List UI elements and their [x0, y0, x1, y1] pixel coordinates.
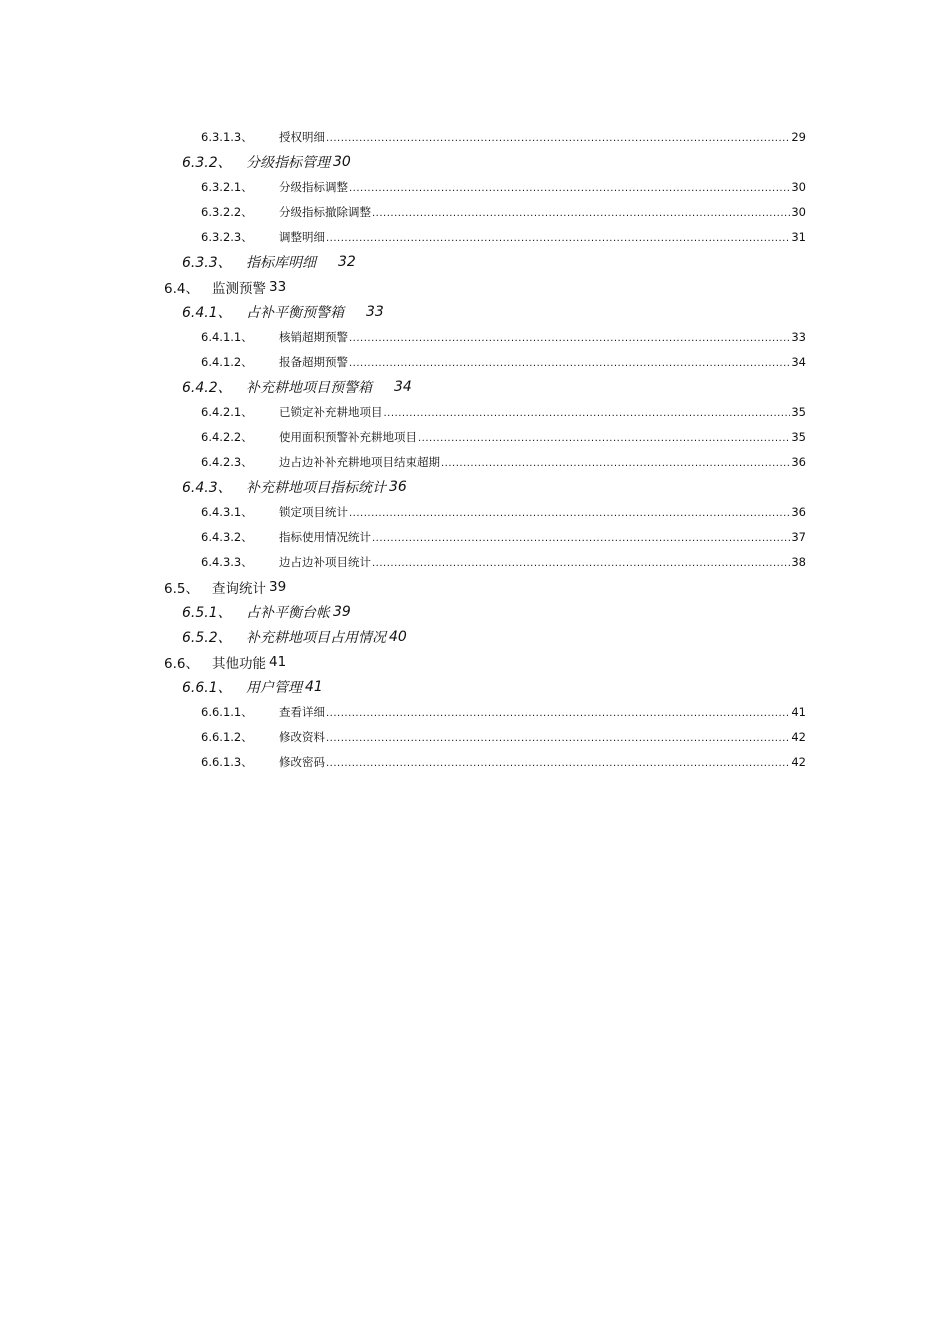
toc-entry-title: 查询统计: [212, 580, 266, 597]
toc-entry-page-number: 38: [791, 554, 806, 569]
toc-dot-leader: [384, 405, 791, 419]
toc-entry-title: 核销超期预警: [279, 329, 348, 344]
toc-entry-title: 指标使用情况统计: [279, 529, 371, 544]
toc-entry-page-number: 42: [791, 754, 806, 769]
toc-entry[interactable]: [0, 599, 950, 624]
toc-entry[interactable]: [0, 724, 806, 749]
toc-entry-page-number: 34: [394, 378, 412, 395]
toc-entry-page-number: 39: [333, 603, 351, 620]
toc-entry-title: 分级指标撤除调整: [279, 204, 371, 219]
toc-entry-number: 6.5.2、: [182, 629, 232, 646]
toc-entry[interactable]: [0, 699, 806, 724]
toc-entry-title: 修改资料: [279, 729, 325, 744]
toc-entry-page-number: 34: [791, 354, 806, 369]
toc-entry[interactable]: [0, 574, 950, 599]
toc-entry-page-number: 37: [791, 529, 806, 544]
toc-dot-leader: [349, 505, 790, 519]
toc-entry-page-number: 41: [791, 704, 806, 719]
toc-entry-page-number: 31: [791, 229, 806, 244]
toc-entry-page-number: 32: [338, 253, 356, 270]
toc-entry-title: 边占边补补充耕地项目结束超期: [279, 454, 440, 469]
toc-entry[interactable]: [0, 224, 806, 249]
toc-entry-number: 6.4.3、: [182, 479, 232, 496]
toc-entry[interactable]: [0, 249, 950, 274]
toc-entry-number: 6.3.2、: [182, 154, 232, 171]
toc-entry-page-number: 36: [389, 478, 407, 495]
toc-entry-title: 锁定项目统计: [279, 504, 348, 519]
toc-dot-leader: [326, 730, 790, 744]
toc-entry-number: 6.3.2.2、: [201, 204, 253, 219]
toc-entry-number: 6.4、: [164, 280, 199, 297]
toc-entry-title: 补充耕地项目占用情况: [246, 629, 386, 646]
toc-entry-page-number: 30: [791, 179, 806, 194]
toc-dot-leader: [349, 330, 790, 344]
toc-entry[interactable]: [0, 549, 806, 574]
toc-dot-leader: [326, 705, 790, 719]
toc-entry-title: 调整明细: [279, 229, 325, 244]
toc-entry-page-number: 29: [791, 129, 806, 144]
toc-dot-leader: [372, 530, 790, 544]
table-of-contents: [0, 124, 950, 774]
toc-entry[interactable]: [0, 149, 950, 174]
toc-entry[interactable]: [0, 349, 806, 374]
toc-entry-title: 边占边补项目统计: [279, 554, 371, 569]
toc-entry-page-number: 40: [389, 628, 407, 645]
toc-entry-page-number: 33: [269, 278, 287, 295]
toc-entry-title: 监测预警: [212, 280, 266, 297]
toc-entry-title: 指标库明细: [246, 254, 316, 271]
toc-entry[interactable]: [0, 124, 806, 149]
toc-entry[interactable]: [0, 474, 950, 499]
toc-entry-title: 补充耕地项目预警箱: [246, 379, 372, 396]
toc-entry-title: 报备超期预警: [279, 354, 348, 369]
toc-entry-page-number: 30: [333, 153, 351, 170]
toc-entry[interactable]: [0, 649, 950, 674]
toc-entry-number: 6.4.2.2、: [201, 429, 253, 444]
toc-entry-title: 使用面积预警补充耕地项目: [279, 429, 417, 444]
toc-dot-leader: [349, 355, 790, 369]
toc-entry-number: 6.6.1.3、: [201, 754, 253, 769]
toc-entry-number: 6.5、: [164, 580, 199, 597]
toc-entry[interactable]: [0, 274, 950, 299]
toc-entry[interactable]: [0, 624, 950, 649]
toc-entry-page-number: 30: [791, 204, 806, 219]
toc-entry-title: 分级指标调整: [279, 179, 348, 194]
toc-dot-leader: [441, 455, 790, 469]
toc-entry-number: 6.3.3、: [182, 254, 232, 271]
toc-entry-title: 占补平衡预警箱: [246, 304, 344, 321]
toc-entry-page-number: 36: [791, 454, 806, 469]
toc-entry-number: 6.3.1.3、: [201, 129, 253, 144]
toc-entry-title: 修改密码: [279, 754, 325, 769]
toc-entry-number: 6.6.1、: [182, 679, 232, 696]
toc-entry[interactable]: [0, 499, 806, 524]
toc-entry-number: 6.6.1.1、: [201, 704, 253, 719]
toc-dot-leader: [349, 180, 790, 194]
toc-entry-page-number: 41: [305, 678, 323, 695]
toc-entry-title: 其他功能: [212, 655, 266, 672]
toc-entry-number: 6.4.2.3、: [201, 454, 253, 469]
toc-entry[interactable]: [0, 174, 806, 199]
toc-entry-title: 已锁定补充耕地项目: [279, 404, 383, 419]
toc-entry-number: 6.4.1.2、: [201, 354, 253, 369]
toc-entry[interactable]: [0, 299, 950, 324]
toc-entry-page-number: 36: [791, 504, 806, 519]
toc-entry[interactable]: [0, 524, 806, 549]
toc-entry[interactable]: [0, 399, 806, 424]
toc-entry-title: 查看详细: [279, 704, 325, 719]
toc-entry[interactable]: [0, 449, 806, 474]
toc-entry-page-number: 39: [269, 578, 287, 595]
toc-entry-page-number: 33: [366, 303, 384, 320]
toc-dot-leader: [326, 755, 790, 769]
toc-entry-number: 6.4.3.3、: [201, 554, 253, 569]
toc-dot-leader: [326, 230, 790, 244]
toc-entry-number: 6.4.1、: [182, 304, 232, 321]
toc-entry-number: 6.4.3.2、: [201, 529, 253, 544]
toc-dot-leader: [326, 130, 790, 144]
toc-entry-page-number: 35: [791, 429, 806, 444]
toc-entry-number: 6.4.2、: [182, 379, 232, 396]
toc-dot-leader: [418, 430, 790, 444]
toc-entry[interactable]: [0, 324, 806, 349]
toc-entry[interactable]: [0, 199, 806, 224]
toc-entry-number: 6.3.2.3、: [201, 229, 253, 244]
toc-entry-title: 补充耕地项目指标统计: [246, 479, 386, 496]
toc-entry[interactable]: [0, 424, 806, 449]
toc-entry-number: 6.3.2.1、: [201, 179, 253, 194]
toc-entry-title: 占补平衡台帐: [246, 604, 330, 621]
toc-entry-number: 6.6.1.2、: [201, 729, 253, 744]
toc-entry[interactable]: [0, 674, 950, 699]
toc-entry-title: 分级指标管理: [246, 154, 330, 171]
toc-entry-title: 授权明细: [279, 129, 325, 144]
toc-entry-number: 6.6、: [164, 655, 199, 672]
toc-entry-page-number: 35: [791, 404, 806, 419]
toc-entry-number: 6.4.1.1、: [201, 329, 253, 344]
toc-entry-number: 6.4.2.1、: [201, 404, 253, 419]
toc-entry[interactable]: [0, 749, 806, 774]
toc-entry-number: 6.5.1、: [182, 604, 232, 621]
toc-entry-page-number: 41: [269, 653, 287, 670]
toc-dot-leader: [372, 205, 790, 219]
toc-entry-page-number: 33: [791, 329, 806, 344]
toc-dot-leader: [372, 555, 790, 569]
toc-entry[interactable]: [0, 374, 950, 399]
toc-entry-number: 6.4.3.1、: [201, 504, 253, 519]
toc-entry-page-number: 42: [791, 729, 806, 744]
toc-entry-title: 用户管理: [246, 679, 302, 696]
